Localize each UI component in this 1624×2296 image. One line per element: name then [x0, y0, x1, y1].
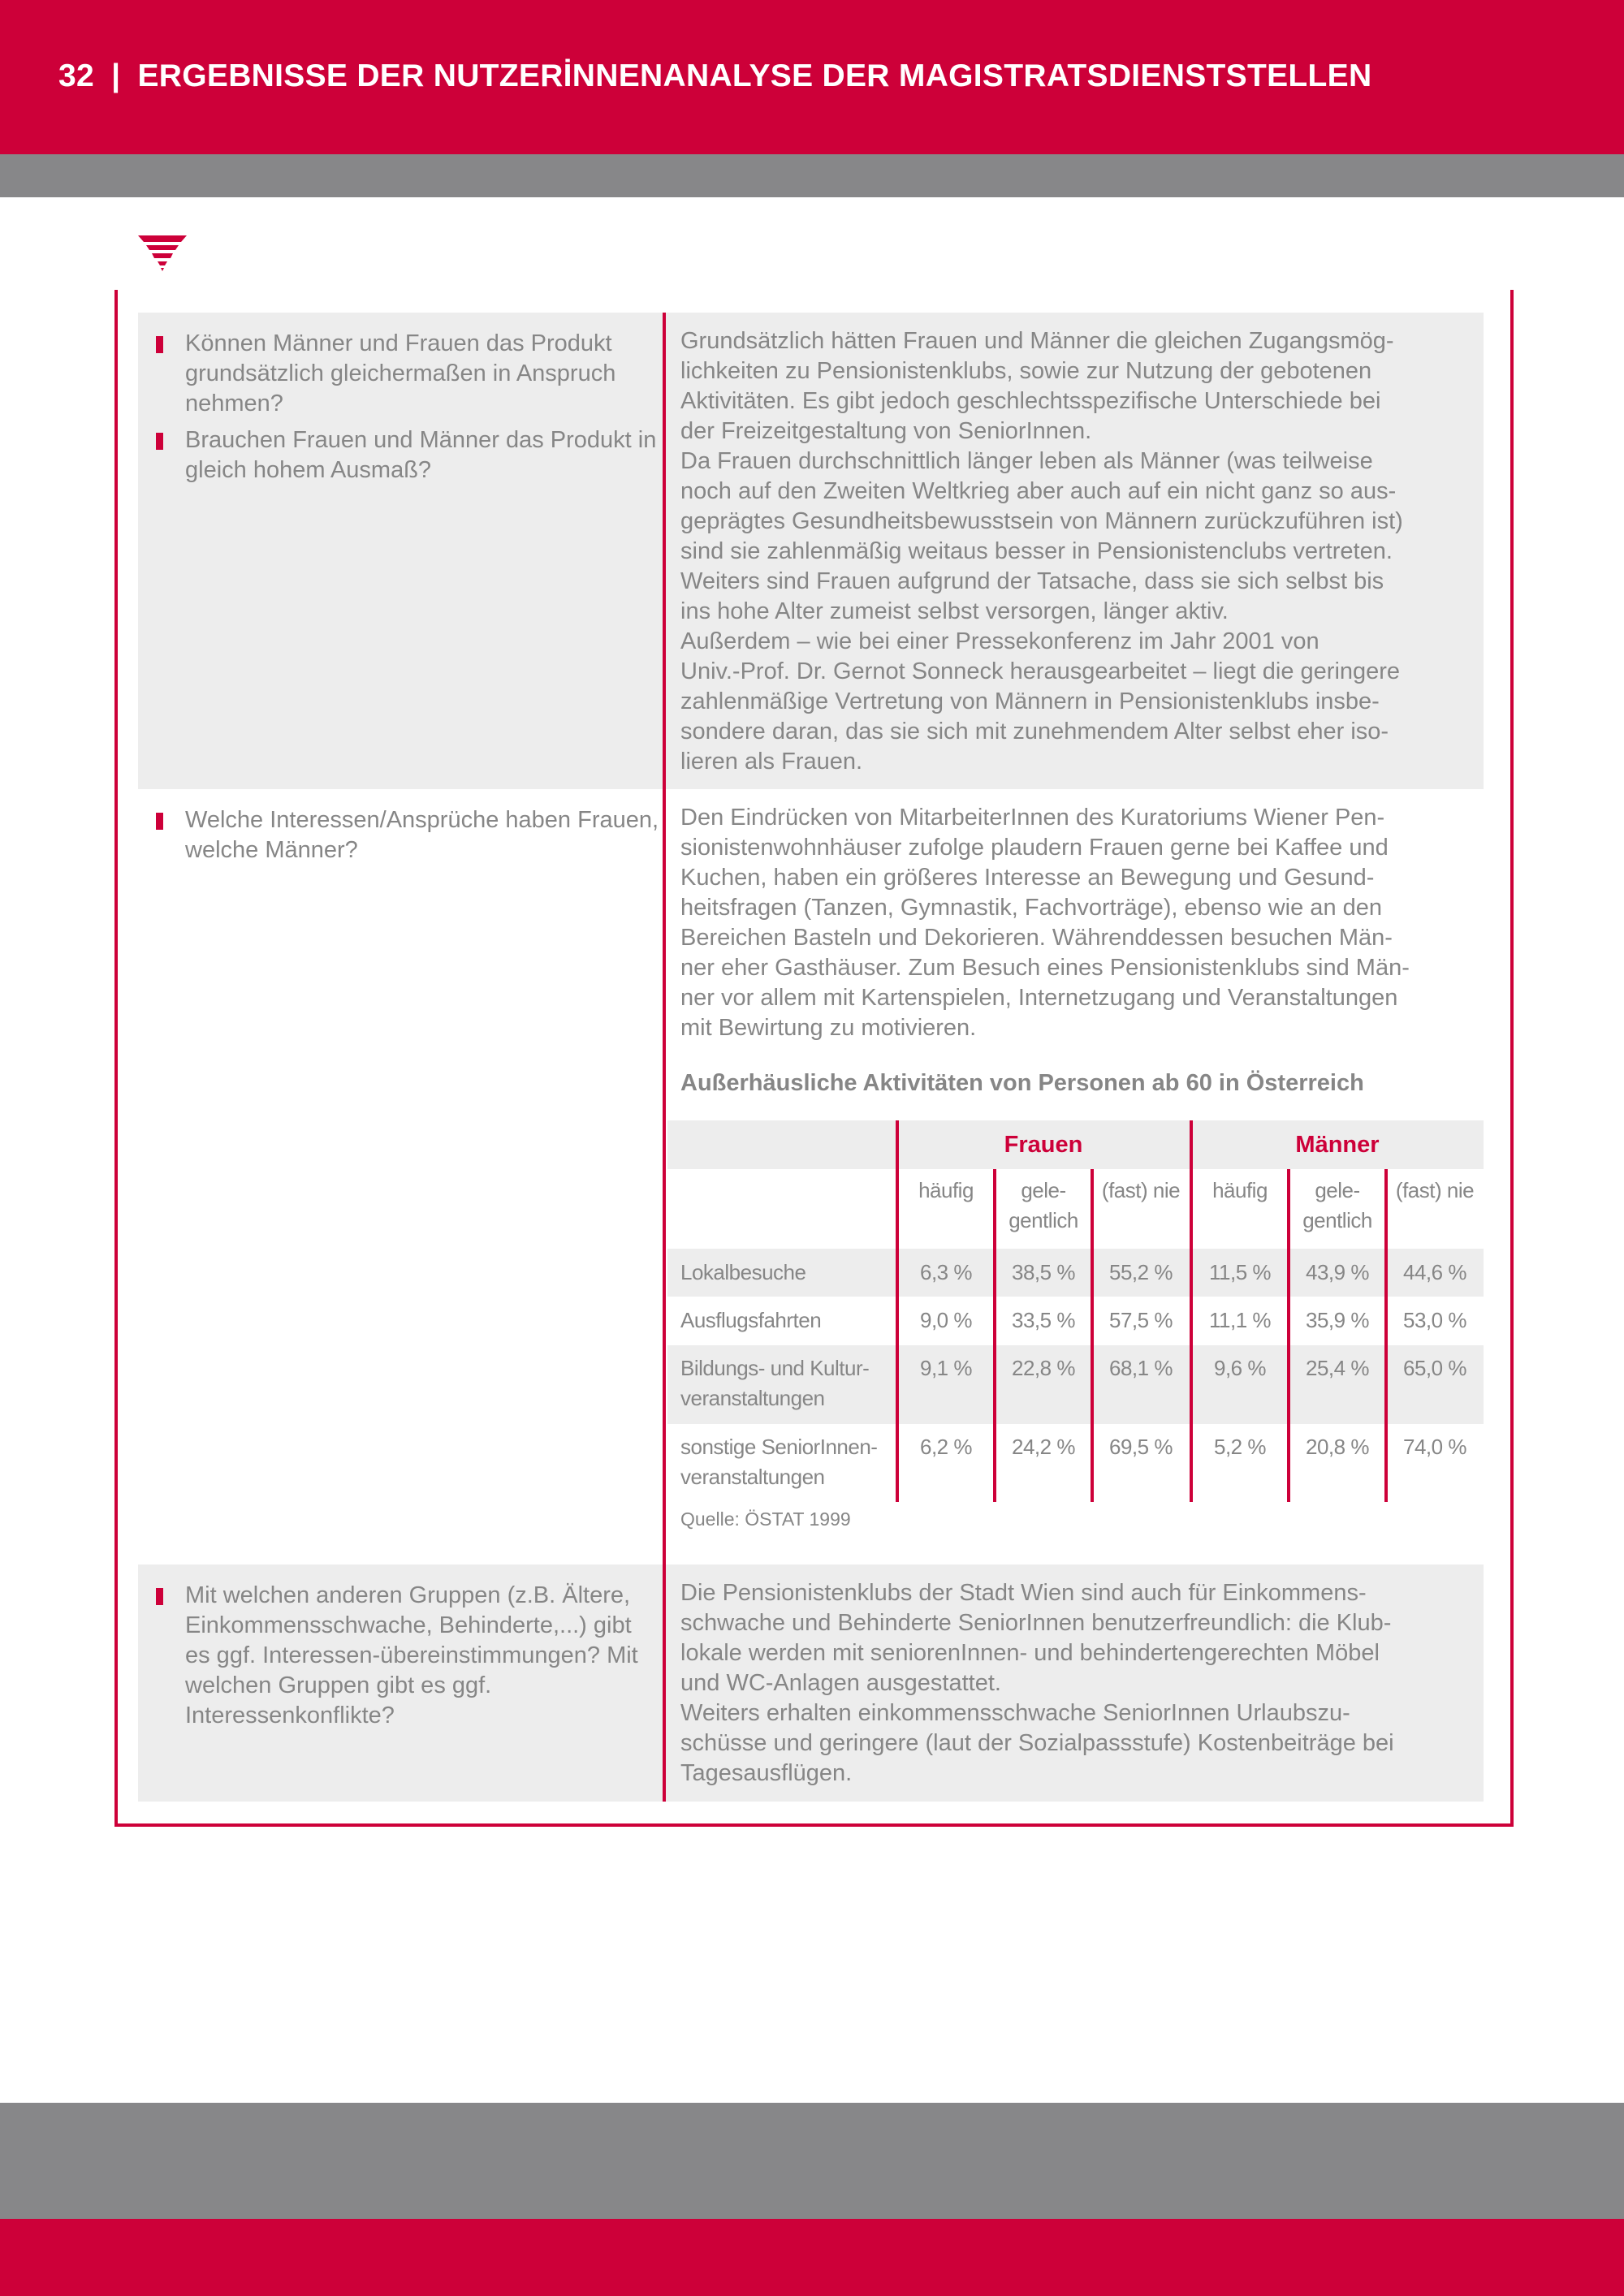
- subheader-cell: (fast) nie: [1395, 1178, 1475, 1202]
- value-cell: 57,5 %: [1109, 1308, 1173, 1332]
- value-cell: 11,5 %: [1208, 1260, 1271, 1284]
- table-row: [667, 1297, 1484, 1345]
- answer-text: Die Pensionistenklubs der Stadt Wien sind auch für Einkommens- schwache und Behinderte SeniorInnen benutzerfreundlich: die Klub- lokale werden mit seniorenInnen- und behindertengerechten Möbel und WC-Anlagen ausgestattet. Weiters erhalten einkommensschwache SeniorInnen Urlaubszu- schüsse und geringere (laut der Sozialpassstufe) Kostenbeiträge bei Tagesausflügen.: [680, 1580, 1394, 1786]
- footer-red-band: [0, 2219, 1624, 2296]
- table-vline: [1287, 1169, 1290, 1502]
- header-gray-band: [0, 154, 1624, 197]
- table-vline: [1190, 1120, 1193, 1502]
- value-cell: 9,1 %: [920, 1356, 972, 1380]
- vienna-logo-icon: [138, 235, 187, 272]
- value-cell: 68,1 %: [1109, 1356, 1173, 1380]
- value-cell: 6,3 %: [920, 1260, 972, 1284]
- question-column: [138, 1564, 710, 1737]
- value-cell: 5,2 %: [1214, 1435, 1266, 1459]
- table-row: [667, 1345, 1484, 1424]
- table-source: Quelle: ÖSTAT 1999: [680, 1508, 851, 1530]
- subheader-cell: häufig: [1212, 1178, 1268, 1202]
- row-label: sonstige SeniorInnen- veranstaltungen: [680, 1435, 878, 1489]
- table-row: [667, 1424, 1484, 1502]
- table-vline: [1091, 1169, 1094, 1502]
- table-title: Außerhäusliche Aktivitäten von Personen ab 60 in Österreich: [680, 1070, 1364, 1096]
- value-cell: 74,0 %: [1403, 1435, 1466, 1459]
- page-header: [0, 0, 1624, 154]
- answer-text: Grundsätzlich hätten Frauen und Männer die gleichen Zugangsmög- lichkeiten zu Pensionistenklubs, sowie zur Nutzung der gebotenen Aktivitäten. Es gibt jedoch geschlechtsspezifische Unterschiede bei der Freizeitgestaltung von SeniorInnen. Da Frauen durchschnittlich länger leben als Männer (was teilweise noch auf den Zweiten Weltkrieg aber auch auf ein nicht ganz so aus- geprägtes Gesundheitsbewusstsein von Männern zurückzuführen ist) sind sie zahlenmäßig weitaus besser in Pensionistenclubs vertreten. Weiters sind Frauen aufgrund der Tatsache, dass sie sich selbst bis ins hohe Alter zumeist selbst versorgen, länger aktiv. Außerdem – wie bei einer Pressekonferenz im Jahr 2001 von Univ.-Prof. Dr. Gernot Sonneck herausgearbeitet – liegt die geringere zahlenmäßige Vertretung von Männern in Pensionistenklubs insbe- sondere daran, das sie sich mit zunehmendem Alter selbst eher iso- lieren als Frauen.: [680, 328, 1403, 775]
- question-column: [138, 789, 710, 872]
- value-cell: 55,2 %: [1109, 1260, 1173, 1284]
- table-subheader: [667, 1169, 1484, 1249]
- table-vline: [1384, 1169, 1388, 1502]
- question-item: Können Männer und Frauen das Produkt grundsätzlich gleichermaßen in Anspruch nehmen?: [185, 329, 710, 419]
- value-cell: 38,5 %: [1012, 1260, 1075, 1284]
- group-maenner: Männer: [1295, 1132, 1380, 1158]
- page-title: [58, 58, 1371, 94]
- value-cell: 9,6 %: [1214, 1356, 1266, 1380]
- value-cell: 25,4 %: [1306, 1356, 1369, 1380]
- answer-text: Den Eindrücken von MitarbeiterInnen des Kuratoriums Wiener Pen- sionistenwohnhäuser zufolge plaudern Frauen gerne bei Kaffee und Kuchen, haben ein größeres Interesse an Bewegung und Gesund- heitsfragen (Tanzen, Gymnastik, Fachvorträge), ebenso wie an den Bereichen Basteln und Dekorieren. Währenddessen besuchen Män- ner eher Gasthäuser. Zum Besuch eines Pensionistenklubs sind Män- ner vor allem mit Kartenspielen, Internetzugang und Veranstaltungen mit Bewirtung zu motivieren.: [680, 805, 1410, 1041]
- footer-gray-band: [0, 2103, 1624, 2219]
- value-cell: 24,2 %: [1012, 1435, 1075, 1459]
- value-cell: 22,8 %: [1012, 1356, 1075, 1380]
- row-groups: [138, 1564, 1484, 1802]
- question-item: Mit welchen anderen Gruppen (z.B. Ältere, Einkommensschwache, Behinderte,...) gibt es ggf. Interessen-übereinstimmungen? Mit welchen Gruppen gibt es ggf. Interessenkonflikte?: [185, 1581, 656, 1731]
- row-label: Ausflugsfahrten: [680, 1308, 822, 1332]
- subheader-cell: gele- gentlich: [1302, 1178, 1372, 1232]
- value-cell: 33,5 %: [1012, 1308, 1075, 1332]
- row-label: Bildungs- und Kultur- veranstaltungen: [680, 1356, 870, 1410]
- table-row: [667, 1249, 1484, 1297]
- subheader-cell: (fast) nie: [1101, 1178, 1181, 1202]
- value-cell: 11,1 %: [1208, 1308, 1271, 1332]
- value-cell: 43,9 %: [1306, 1260, 1369, 1284]
- table-vline: [896, 1120, 899, 1502]
- value-cell: 65,0 %: [1403, 1356, 1466, 1380]
- question-column: [138, 313, 710, 492]
- value-cell: 35,9 %: [1306, 1308, 1369, 1332]
- table-group-header: [667, 1120, 1484, 1169]
- subheader-cell: häufig: [918, 1178, 974, 1202]
- page-number: 32: [58, 58, 94, 93]
- value-cell: 9,0 %: [920, 1308, 972, 1332]
- column-divider: [663, 313, 666, 1802]
- value-cell: 53,0 %: [1403, 1308, 1466, 1332]
- value-cell: 69,5 %: [1109, 1435, 1173, 1459]
- value-cell: 6,2 %: [920, 1435, 972, 1459]
- row-label: Lokalbesuche: [680, 1260, 806, 1284]
- subheader-cell: gele- gentlich: [1009, 1178, 1078, 1232]
- value-cell: 44,6 %: [1403, 1260, 1466, 1284]
- table-vline: [993, 1169, 996, 1502]
- chapter-title: ERGEBNISSE DER NUTZERİNNENANALYSE DER MAGISTRATSDIENSTSTELLEN: [137, 58, 1372, 93]
- title-separator: |: [111, 58, 121, 93]
- question-item: Welche Interessen/Ansprüche haben Frauen, welche Männer?: [185, 805, 710, 865]
- row-access: [138, 313, 1484, 789]
- group-frauen: Frauen: [1004, 1132, 1083, 1158]
- value-cell: 20,8 %: [1306, 1435, 1369, 1459]
- question-item: Brauchen Frauen und Männer das Produkt in gleich hohem Ausmaß?: [185, 425, 710, 486]
